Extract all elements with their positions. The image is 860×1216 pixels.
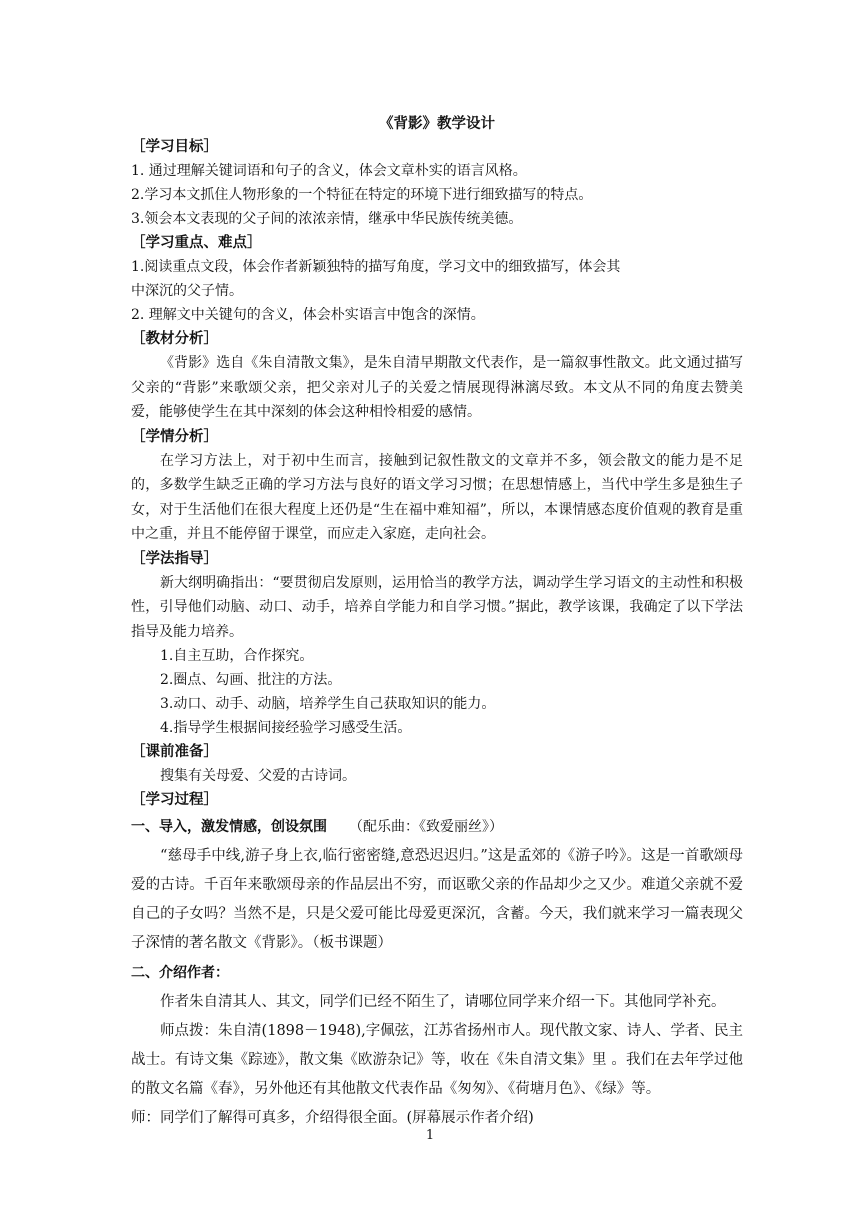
- step2-paragraph-1: 作者朱自清其人、其文，同学们已经不陌生了，请哪位同学来介绍一下。其他同学补充。: [160, 994, 726, 1010]
- objective-item: 3.领会本文表现的父子间的浓浓亲情，继承中华民族传统美德。: [131, 211, 523, 227]
- objective-item: 2.学习本文抓住人物形象的一个特征在特定的环境下进行细致描写的特点。: [131, 187, 593, 203]
- method-item: 4.指导学生根据间接经验学习感受生活。: [160, 720, 412, 736]
- step1-title: 一、导入，激发情感，创设氛围: [131, 819, 327, 835]
- material-heading: ［教材分析］: [131, 330, 218, 347]
- key-point-item: 1.阅读重点文段，体会作者新颖独特的描写角度，学习文中的细致描写，体会其: [131, 259, 621, 275]
- document-title: 《背影》教学设计: [379, 115, 495, 132]
- step2-paragraph-2: 师点拨：朱自清(1898－1948),字佩弦，江苏省扬州市人。现代散文家、诗人、学者、民主战士。有诗文集《踪迹》，散文集《欧游杂记》等，收在《朱自清文集》里 。我们在去年学过他的散文名篇《春》，另外他还有其他散文代表作品《匆匆》、《荷塘月色》、《绿》等。: [131, 1023, 743, 1097]
- key-point-item: 中深沉的父子情。: [131, 283, 243, 299]
- method-item: 2.圈点、勾画、批注的方法。: [160, 672, 342, 688]
- step1-paragraph: “慈母手中线,游子身上衣,临行密密缝,意恐迟迟归。”这是孟郊的《游子吟》。这是一首歌颂母爱的古诗。千百年来歌颂母亲的作品层出不穷，而讴歌父亲的作品却少之又少。难道父亲就不爱自己的子女吗？当然不是，只是父爱可能比母爱更深沉，含蓄。今天，我们就来学习一篇表现父子深情的著名散文《背影》。（板书课题）: [131, 848, 743, 951]
- method-heading: ［学法指导］: [131, 549, 218, 567]
- students-paragraph: 在学习方法上，对于初中生而言，接触到记叙性散文的文章并不多，领会散文的能力是不足的，多数学生缺乏正确的学习方法与良好的语文学习习惯；在思想情感上，当代中学生多是独生子女，对于生活他们在很大程度上还仍是“生在福中难知福”，所以，本课情感态度价值观的教育是重中之重，并且不能停留于课堂，而应走入家庭，走向社会。: [131, 452, 743, 542]
- method-item: 1.自主互助，合作探究。: [160, 648, 314, 664]
- preparation-text: 搜集有关母爱、父爱的古诗词。: [160, 768, 356, 784]
- students-heading: ［学情分析］: [131, 427, 218, 445]
- objective-item: 1. 通过理解关键词语和句子的含义，体会文章朴实的语言风格。: [131, 163, 527, 179]
- step2-paragraph-3: 师：同学们了解得可真多，介绍得很全面。(屏幕展示作者介绍): [131, 1110, 534, 1126]
- page-number: 1: [425, 1128, 435, 1143]
- step1-heading: [131, 812, 743, 842]
- material-paragraph: 《背影》选自《朱自清散文集》，是朱自清早期散文代表作，是一篇叙事性散文。此文通过描写父亲的“背影”来歌颂父亲，把父亲对儿子的关爱之情展现得淋漓尽致。本文从不同的角度去赞美爱，能够使学生在其中深刻的体会这种相怜相爱的感情。: [131, 355, 743, 420]
- step2-title: 二、介绍作者：: [131, 965, 229, 981]
- document-body: [131, 112, 743, 1133]
- method-item: 3.动口、动手、动脑，培养学生自己获取知识的能力。: [160, 696, 496, 712]
- key-points-heading: ［学习重点、难点］: [131, 234, 262, 251]
- preparation-heading: ［课前准备］: [131, 743, 218, 760]
- step1-note: （配乐曲：《致爱丽丝》）: [349, 819, 503, 835]
- process-heading: ［学习过程］: [131, 791, 218, 808]
- method-paragraph: 新大纲明确指出：“要贯彻启发原则，运用恰当的教学方法，调动学生学习语文的主动性和积极性，引导他们动脑、动口、动手，培养自学能力和自学习惯。”据此，教学该课，我确定了以下学法指导及能力培养。: [131, 574, 743, 640]
- key-point-item: 2. 理解文中关键句的含义，体会朴实语言中饱含的深情。: [131, 307, 485, 323]
- objectives-heading: ［学习目标］: [131, 138, 218, 155]
- step2-heading: [131, 958, 743, 988]
